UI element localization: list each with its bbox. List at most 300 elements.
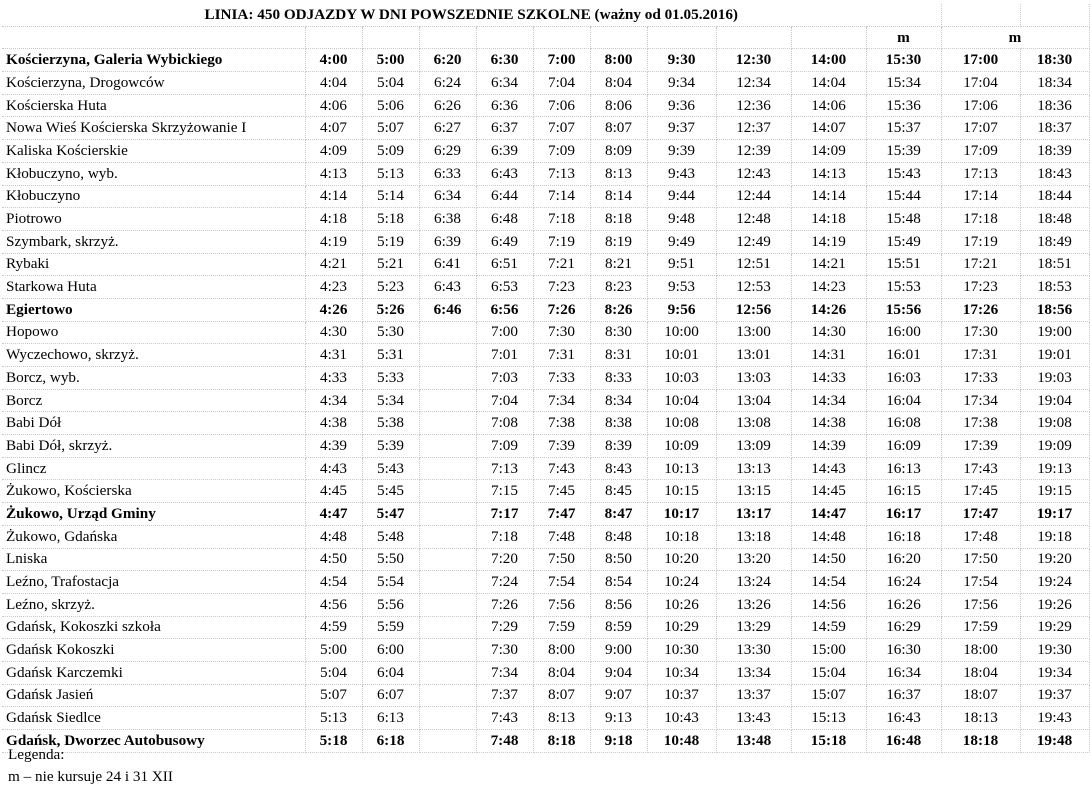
departure-time: 16:26	[866, 593, 941, 616]
departure-time: 4:31	[305, 344, 362, 367]
departure-time: 6:00	[362, 639, 419, 662]
departure-time: 7:43	[476, 707, 533, 730]
departure-time: 6:49	[476, 230, 533, 253]
marker-cell	[590, 26, 647, 49]
departure-time: 4:54	[305, 571, 362, 594]
departure-time: 19:01	[1020, 344, 1089, 367]
departure-time: 10:24	[647, 571, 716, 594]
departure-time: 5:30	[362, 321, 419, 344]
departure-time: 5:06	[362, 94, 419, 117]
departure-time: 7:04	[476, 389, 533, 412]
departure-time: 4:33	[305, 367, 362, 390]
stop-name: Rybaki	[2, 253, 305, 276]
departure-time: 18:37	[1020, 117, 1089, 140]
departure-time: 17:54	[941, 571, 1020, 594]
departure-time: 19:13	[1020, 457, 1089, 480]
departure-time: 5:21	[362, 253, 419, 276]
departure-time: 12:30	[716, 49, 791, 72]
departure-time: 14:50	[791, 548, 866, 571]
departure-time: 14:06	[791, 94, 866, 117]
table-row	[2, 480, 1089, 503]
departure-time: 5:00	[305, 639, 362, 662]
departure-time: 17:33	[941, 367, 1020, 390]
departure-time: 14:23	[791, 276, 866, 299]
departure-time: 5:56	[362, 593, 419, 616]
departure-time: 10:37	[647, 684, 716, 707]
departure-time: 7:39	[533, 435, 590, 458]
departure-time: 7:07	[533, 117, 590, 140]
table-row	[2, 435, 1089, 458]
departure-time: 6:30	[476, 49, 533, 72]
departure-time: 5:59	[362, 616, 419, 639]
departure-time	[419, 344, 476, 367]
departure-time: 7:18	[476, 525, 533, 548]
departure-time: 9:07	[590, 684, 647, 707]
departure-time: 14:34	[791, 389, 866, 412]
departure-time: 8:31	[590, 344, 647, 367]
departure-time: 13:00	[716, 321, 791, 344]
stop-name: Lniska	[2, 548, 305, 571]
departure-time: 7:59	[533, 616, 590, 639]
departure-time: 8:14	[590, 185, 647, 208]
departure-time: 14:38	[791, 412, 866, 435]
departure-time: 17:48	[941, 525, 1020, 548]
departure-time: 4:26	[305, 298, 362, 321]
departure-time: 18:30	[1020, 49, 1089, 72]
marker-cell	[791, 26, 866, 49]
departure-time: 7:34	[533, 389, 590, 412]
stop-name: Nowa Wieś Kościerska Skrzyżowanie I	[2, 117, 305, 140]
departure-time: 16:01	[866, 344, 941, 367]
departure-time: 4:07	[305, 117, 362, 140]
legend	[8, 744, 173, 788]
departure-time: 5:48	[362, 525, 419, 548]
table-row	[2, 208, 1089, 231]
departure-time: 14:21	[791, 253, 866, 276]
departure-time: 16:43	[866, 707, 941, 730]
departure-time: 14:47	[791, 503, 866, 526]
departure-time: 19:43	[1020, 707, 1089, 730]
departure-time: 14:56	[791, 593, 866, 616]
departure-time: 17:45	[941, 480, 1020, 503]
departure-time: 8:30	[590, 321, 647, 344]
departure-time: 7:26	[533, 298, 590, 321]
departure-time: 14:31	[791, 344, 866, 367]
stop-name: Kłobuczyno	[2, 185, 305, 208]
departure-time: 7:09	[476, 435, 533, 458]
stop-name: Leźno, skrzyż.	[2, 593, 305, 616]
departure-time: 9:34	[647, 72, 716, 95]
table-row	[2, 548, 1089, 571]
departure-time: 13:04	[716, 389, 791, 412]
departure-time: 14:19	[791, 230, 866, 253]
departure-time: 8:07	[590, 117, 647, 140]
departure-time: 17:31	[941, 344, 1020, 367]
departure-time: 13:15	[716, 480, 791, 503]
departure-time: 16:13	[866, 457, 941, 480]
departure-time	[419, 571, 476, 594]
departure-time: 17:09	[941, 140, 1020, 163]
departure-time: 8:00	[590, 49, 647, 72]
departure-time: 9:04	[590, 661, 647, 684]
departure-time: 8:47	[590, 503, 647, 526]
stop-name: Borcz, wyb.	[2, 367, 305, 390]
departure-time: 4:13	[305, 162, 362, 185]
departure-time: 8:34	[590, 389, 647, 412]
title-row	[2, 4, 1089, 26]
departure-time: 6:38	[419, 208, 476, 231]
table-row	[2, 707, 1089, 730]
departure-time: 14:30	[791, 321, 866, 344]
departure-time: 8:56	[590, 593, 647, 616]
departure-time: 10:34	[647, 661, 716, 684]
departure-time: 6:24	[419, 72, 476, 95]
departure-time: 14:39	[791, 435, 866, 458]
departure-time: 10:43	[647, 707, 716, 730]
departure-time: 7:04	[533, 72, 590, 95]
departure-time: 17:14	[941, 185, 1020, 208]
departure-time: 14:43	[791, 457, 866, 480]
departure-time	[419, 457, 476, 480]
departure-time: 4:04	[305, 72, 362, 95]
departure-time: 18:49	[1020, 230, 1089, 253]
departure-time: 18:18	[941, 730, 1020, 753]
departure-time: 10:04	[647, 389, 716, 412]
departure-time: 6:51	[476, 253, 533, 276]
departure-time: 17:18	[941, 208, 1020, 231]
departure-time: 5:33	[362, 367, 419, 390]
departure-time: 7:09	[533, 140, 590, 163]
table-row	[2, 298, 1089, 321]
departure-time	[419, 367, 476, 390]
departure-time: 9:51	[647, 253, 716, 276]
departure-time: 13:26	[716, 593, 791, 616]
departure-time: 6:26	[419, 94, 476, 117]
departure-time: 18:07	[941, 684, 1020, 707]
departure-time: 8:13	[590, 162, 647, 185]
departure-time: 12:51	[716, 253, 791, 276]
departure-time: 5:54	[362, 571, 419, 594]
departure-time	[419, 503, 476, 526]
markers-row	[2, 26, 1089, 49]
stop-name: Kaliska Kościerskie	[2, 140, 305, 163]
departure-time: 17:00	[941, 49, 1020, 72]
departure-time: 17:39	[941, 435, 1020, 458]
departure-time: 6:13	[362, 707, 419, 730]
departure-time: 16:48	[866, 730, 941, 753]
departure-time	[419, 525, 476, 548]
departure-time: 9:37	[647, 117, 716, 140]
departure-time: 8:18	[590, 208, 647, 231]
departure-time: 12:36	[716, 94, 791, 117]
departure-time: 9:18	[590, 730, 647, 753]
marker-stop-spacer	[2, 26, 305, 49]
departure-time: 8:09	[590, 140, 647, 163]
table-row	[2, 616, 1089, 639]
departure-time: 4:19	[305, 230, 362, 253]
departure-time: 19:48	[1020, 730, 1089, 753]
departure-time: 4:45	[305, 480, 362, 503]
departure-time: 6:29	[419, 140, 476, 163]
departure-time: 5:45	[362, 480, 419, 503]
departure-time: 12:44	[716, 185, 791, 208]
departure-time: 4:56	[305, 593, 362, 616]
departure-time: 6:48	[476, 208, 533, 231]
table-row	[2, 253, 1089, 276]
table-row	[2, 367, 1089, 390]
departure-time: 6:43	[476, 162, 533, 185]
departure-time: 5:50	[362, 548, 419, 571]
departure-time: 6:44	[476, 185, 533, 208]
departure-time: 19:17	[1020, 503, 1089, 526]
departure-time: 8:04	[533, 661, 590, 684]
departure-time: 6:07	[362, 684, 419, 707]
departure-time: 8:48	[590, 525, 647, 548]
departure-time: 17:04	[941, 72, 1020, 95]
table-row	[2, 661, 1089, 684]
stop-name: Żukowo, Kościerska	[2, 480, 305, 503]
departure-time: 9:44	[647, 185, 716, 208]
marker-cell	[533, 26, 590, 49]
departure-time: 7:48	[533, 525, 590, 548]
departure-time: 4:14	[305, 185, 362, 208]
departure-time: 10:20	[647, 548, 716, 571]
departure-time: 5:26	[362, 298, 419, 321]
stop-name: Gdańsk, Kokoszki szkoła	[2, 616, 305, 639]
departure-time: 19:03	[1020, 367, 1089, 390]
departure-time: 5:07	[305, 684, 362, 707]
departure-time: 4:23	[305, 276, 362, 299]
departure-time: 14:48	[791, 525, 866, 548]
legend-title: Legenda:	[8, 746, 65, 763]
departure-time: 18:04	[941, 661, 1020, 684]
departure-time	[419, 389, 476, 412]
departure-time: 8:54	[590, 571, 647, 594]
departure-time: 7:43	[533, 457, 590, 480]
stop-name: Kościerska Huta	[2, 94, 305, 117]
stop-name: Hopowo	[2, 321, 305, 344]
title-spacer	[1020, 4, 1089, 26]
stop-name: Leźno, Trafostacja	[2, 571, 305, 594]
departure-time: 6:33	[419, 162, 476, 185]
table-row	[2, 593, 1089, 616]
table-row	[2, 503, 1089, 526]
departure-time: 6:36	[476, 94, 533, 117]
departure-time: 13:34	[716, 661, 791, 684]
departure-time: 8:33	[590, 367, 647, 390]
departure-time: 15:56	[866, 298, 941, 321]
departure-time: 13:08	[716, 412, 791, 435]
departure-time: 7:30	[533, 321, 590, 344]
departure-time: 9:53	[647, 276, 716, 299]
departure-time: 17:47	[941, 503, 1020, 526]
departure-time: 12:48	[716, 208, 791, 231]
departure-time: 17:50	[941, 548, 1020, 571]
departure-time: 8:23	[590, 276, 647, 299]
departure-time: 6:39	[476, 140, 533, 163]
departure-time: 19:37	[1020, 684, 1089, 707]
departure-time	[419, 593, 476, 616]
departure-time: 13:13	[716, 457, 791, 480]
departure-time: 13:29	[716, 616, 791, 639]
departure-time: 18:00	[941, 639, 1020, 662]
departure-time: 13:20	[716, 548, 791, 571]
departure-time: 8:06	[590, 94, 647, 117]
departure-time	[419, 684, 476, 707]
departure-time: 8:07	[533, 684, 590, 707]
stop-name: Żukowo, Gdańska	[2, 525, 305, 548]
stop-name: Gdańsk Siedlce	[2, 707, 305, 730]
departure-time: 16:08	[866, 412, 941, 435]
marker-cell	[476, 26, 533, 49]
stop-name: Babi Dół	[2, 412, 305, 435]
departure-time: 4:06	[305, 94, 362, 117]
table-row	[2, 185, 1089, 208]
departure-time	[419, 707, 476, 730]
departure-time: 7:47	[533, 503, 590, 526]
table-row	[2, 276, 1089, 299]
departure-time: 16:00	[866, 321, 941, 344]
departure-time: 17:07	[941, 117, 1020, 140]
departure-time: 7:48	[476, 730, 533, 753]
departure-time: 18:56	[1020, 298, 1089, 321]
departure-time	[419, 480, 476, 503]
departure-time: 14:04	[791, 72, 866, 95]
stop-name: Gdańsk Jasień	[2, 684, 305, 707]
table-row	[2, 321, 1089, 344]
departure-time: 5:00	[362, 49, 419, 72]
departure-time: 17:21	[941, 253, 1020, 276]
departure-time: 9:30	[647, 49, 716, 72]
departure-time: 16:24	[866, 571, 941, 594]
departure-time: 15:18	[791, 730, 866, 753]
legend-item: m – nie kursuje 24 i 31 XII	[8, 768, 173, 785]
marker-cell	[647, 26, 716, 49]
departure-time: 19:29	[1020, 616, 1089, 639]
departure-time: 10:30	[647, 639, 716, 662]
departure-time: 16:09	[866, 435, 941, 458]
departure-time: 18:44	[1020, 185, 1089, 208]
departure-time: 13:03	[716, 367, 791, 390]
departure-time: 7:50	[533, 548, 590, 571]
departure-time: 19:00	[1020, 321, 1089, 344]
table-row	[2, 344, 1089, 367]
departure-time: 6:56	[476, 298, 533, 321]
departure-time: 7:03	[476, 367, 533, 390]
departure-time: 17:26	[941, 298, 1020, 321]
departure-time: 7:14	[533, 185, 590, 208]
departure-time: 4:34	[305, 389, 362, 412]
departure-time: 16:18	[866, 525, 941, 548]
table-row	[2, 49, 1089, 72]
marker-cell	[716, 26, 791, 49]
departure-time: 7:00	[533, 49, 590, 72]
stop-name: Piotrowo	[2, 208, 305, 231]
departure-time: 8:59	[590, 616, 647, 639]
table-row	[2, 457, 1089, 480]
departure-time: 5:19	[362, 230, 419, 253]
stop-name: Egiertowo	[2, 298, 305, 321]
table-row	[2, 639, 1089, 662]
departure-time: 12:43	[716, 162, 791, 185]
departure-time: 7:30	[476, 639, 533, 662]
departure-time	[419, 412, 476, 435]
departure-time: 7:01	[476, 344, 533, 367]
departure-time: 5:07	[362, 117, 419, 140]
departure-time: 4:21	[305, 253, 362, 276]
table-row	[2, 117, 1089, 140]
departure-time: 7:56	[533, 593, 590, 616]
departure-time: 18:13	[941, 707, 1020, 730]
departure-time: 10:17	[647, 503, 716, 526]
departure-time: 16:30	[866, 639, 941, 662]
departure-time: 12:56	[716, 298, 791, 321]
departure-time: 16:34	[866, 661, 941, 684]
departure-time: 17:59	[941, 616, 1020, 639]
departure-time: 15:00	[791, 639, 866, 662]
table-row	[2, 94, 1089, 117]
departure-time: 15:30	[866, 49, 941, 72]
departure-time: 19:30	[1020, 639, 1089, 662]
departure-time: 17:06	[941, 94, 1020, 117]
departure-time	[419, 730, 476, 753]
departure-time: 8:45	[590, 480, 647, 503]
departure-time: 7:34	[476, 661, 533, 684]
departure-time: 10:13	[647, 457, 716, 480]
table-row	[2, 412, 1089, 435]
departure-time: 6:53	[476, 276, 533, 299]
departure-time: 7:17	[476, 503, 533, 526]
departure-time: 4:18	[305, 208, 362, 231]
departure-time: 5:43	[362, 457, 419, 480]
departure-time: 5:39	[362, 435, 419, 458]
departure-time: 18:51	[1020, 253, 1089, 276]
departure-time: 13:09	[716, 435, 791, 458]
departure-time: 9:39	[647, 140, 716, 163]
departure-time: 7:00	[476, 321, 533, 344]
departure-time: 7:45	[533, 480, 590, 503]
table-row	[2, 389, 1089, 412]
departure-time: 9:36	[647, 94, 716, 117]
departure-time: 7:13	[533, 162, 590, 185]
departure-time	[419, 321, 476, 344]
table-row	[2, 72, 1089, 95]
departure-time: 6:04	[362, 661, 419, 684]
table-row	[2, 230, 1089, 253]
departure-time: 5:14	[362, 185, 419, 208]
departure-time: 8:18	[533, 730, 590, 753]
departure-time: 16:20	[866, 548, 941, 571]
departure-time: 8:21	[590, 253, 647, 276]
departure-time: 6:20	[419, 49, 476, 72]
departure-time: 12:49	[716, 230, 791, 253]
departure-time: 8:43	[590, 457, 647, 480]
departure-time: 5:31	[362, 344, 419, 367]
departure-time: 6:34	[476, 72, 533, 95]
stop-name: Glincz	[2, 457, 305, 480]
departure-time: 19:24	[1020, 571, 1089, 594]
stop-name: Gdańsk, Dworzec Autobusowy	[2, 730, 305, 753]
marker-cell	[362, 26, 419, 49]
departure-time: 10:00	[647, 321, 716, 344]
departure-time: 10:15	[647, 480, 716, 503]
departure-time: 6:18	[362, 730, 419, 753]
departure-time: 15:04	[791, 661, 866, 684]
departure-time: 14:26	[791, 298, 866, 321]
departure-time: 5:38	[362, 412, 419, 435]
departure-time	[419, 548, 476, 571]
departure-time: 15:37	[866, 117, 941, 140]
